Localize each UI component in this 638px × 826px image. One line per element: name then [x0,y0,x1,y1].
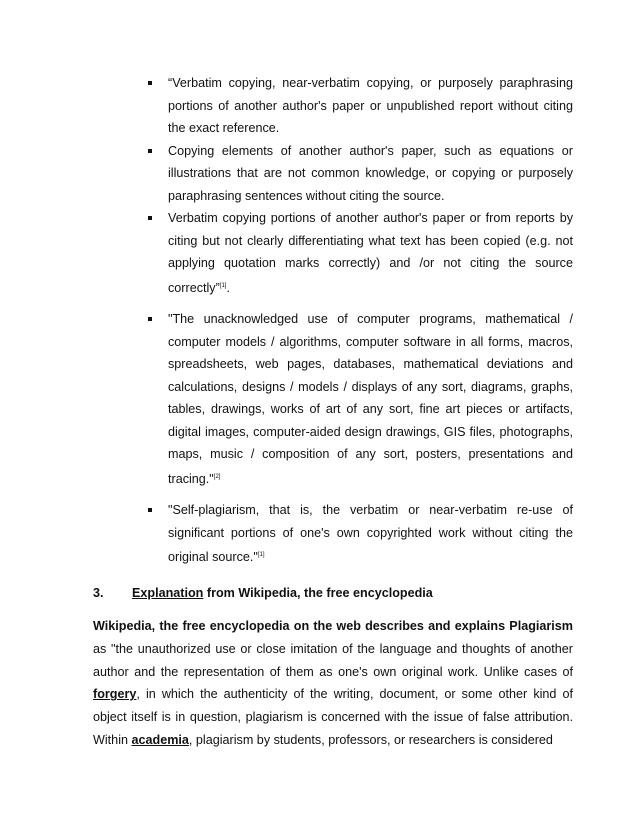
paragraph-text: as "the unauthorized use or close imitation of the language and thoughts of another author and the representation of them as one's own original work. Unlike cases of [93,641,573,679]
citation-ref[interactable]: [1] [219,282,227,289]
bullet-list [0,72,638,569]
bullet-item [168,499,573,569]
citation-ref[interactable]: [1] [257,552,265,558]
bullet-marker-icon [148,508,152,512]
wikipedia-paragraph [93,615,573,752]
bullet-text: Copying elements of another author's paper, such as equations or illustrations that are not common knowledge, or copying or purposely paraphrasing sentences without citing the source. [168,143,573,203]
bullet-item [168,140,573,208]
bullet-marker-icon [148,317,152,321]
paragraph-text: , plagiarism by students, professors, or researchers is considered [188,732,553,747]
bullet-text: "Self-plagiarism, that is, the verbatim or near-verbatim re-use of significant portions of one's own copyrighted work without citing the original source." [168,503,573,564]
section-number: 3. [93,586,104,600]
section-title-rest: from Wikipedia, the free encyclopedia [203,586,433,600]
paragraph-text: , in which the authenticity of the writing, document, or some other kind of object itself is in question, plagiarism is concerned with the issue of false attribution. Within [93,687,573,747]
bullet-text: "The unacknowledged use of computer programs, mathematical / computer models / algorithms, computer software in all forms, macros, spreadsheets, web pages, databases, mathematical deviations and calculations, designs / models / displays of any sort, diagrams, graphs, tables, drawings, works of art of any sort, fine art pieces or artifacts, digital images, computer-aided design drawings, GIS files, photographs, maps, music / composition of any sort, posters, presentations and tracing." [168,312,573,486]
bullet-marker-icon [148,81,152,85]
academia-link[interactable]: academia [131,732,189,747]
bullet-item [168,308,573,490]
paragraph-lead: Wikipedia, the free encyclopedia on the web describes and explains Plagiarism [93,619,573,633]
bullet-text: Verbatim copying portions of another author's paper or from reports by citing but not clearly differentiating what text has been copied (e.g. not applying quotation marks correctly) and /or not citing the source correctly” [168,211,573,295]
bullet-marker-icon [148,216,152,220]
forgery-link[interactable]: forgery [93,687,137,702]
bullet-trailing: . [226,280,230,295]
bullet-item [168,72,573,140]
bullet-marker-icon [148,149,152,153]
explanation-link[interactable]: Explanation [132,586,204,600]
bullet-item [168,207,573,299]
bullet-text: “Verbatim copying, near-verbatim copying, or purposely paraphrasing portions of another author's paper or unpublished report without citing the exact reference. [168,76,573,135]
citation-ref[interactable]: [2] [213,473,221,480]
section-heading [93,586,433,600]
